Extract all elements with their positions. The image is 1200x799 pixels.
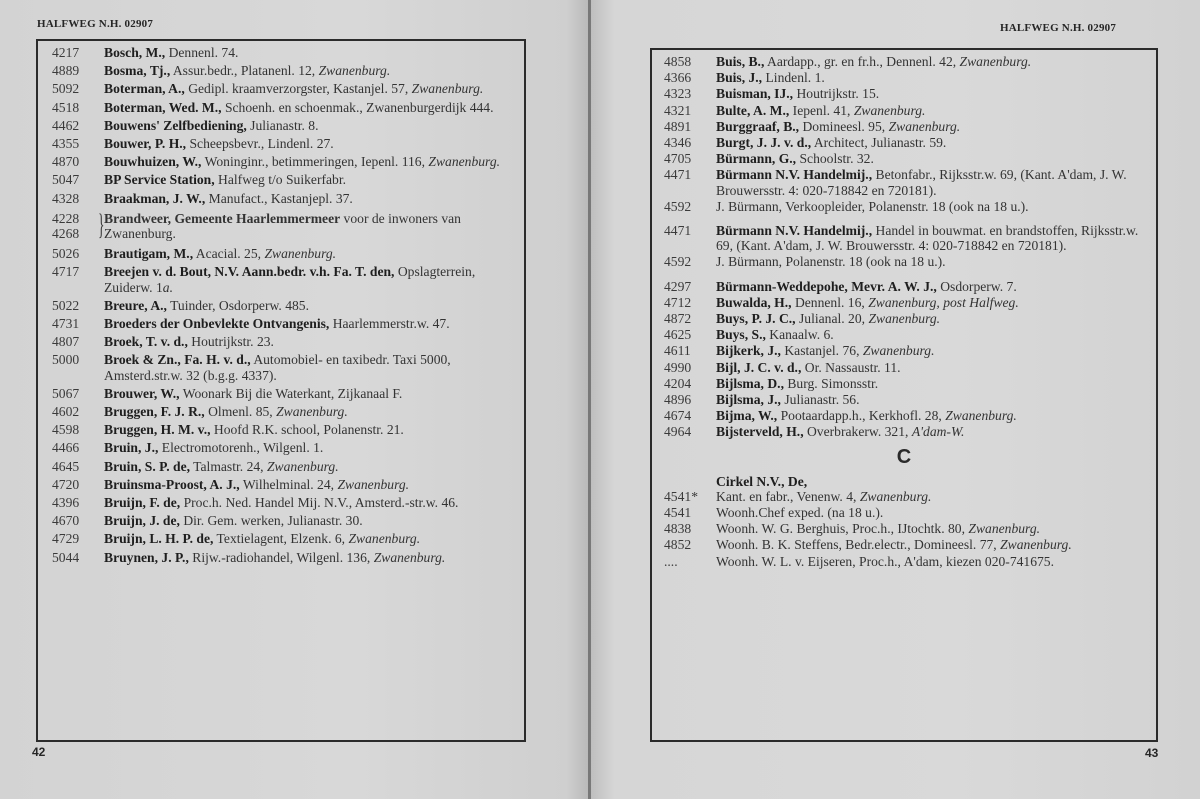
entry-details: Iepenl. 41, bbox=[789, 102, 854, 118]
list-item bbox=[664, 223, 1144, 253]
section-letter: C bbox=[896, 445, 912, 468]
entry-details: Tuinder, Osdorperw. 485. bbox=[166, 297, 310, 313]
phone-number: 4592 bbox=[664, 254, 692, 270]
entry-name: Bulte, A. M., bbox=[716, 102, 790, 118]
phone-number: 4720 bbox=[52, 476, 80, 492]
entry-details: Kanaalw. 6. bbox=[765, 327, 834, 343]
entry-name: Burgt, J. J. v. d., bbox=[716, 135, 812, 151]
entry-details: Scheepsbevr., Lindenl. 27. bbox=[186, 136, 334, 152]
entry-place: Zwanenburg. bbox=[859, 488, 932, 504]
entry-details: Gedipl. kraamverzorgster, Kastanjel. 57, bbox=[184, 81, 412, 97]
entry-details: Textielagent, Elzenk. 6, bbox=[213, 531, 349, 547]
entry-name: Buis, B., bbox=[716, 54, 765, 69]
list-item bbox=[664, 135, 1144, 150]
phone-number: 4396 bbox=[52, 495, 80, 511]
entry-name: Bosch, M., bbox=[104, 45, 166, 60]
phone-number: 4645 bbox=[52, 458, 80, 474]
entry-details: J. Bürmann, Polanenstr. 18 (ook na 18 u.). bbox=[716, 254, 946, 270]
entry-name: Bijl, J. C. v. d., bbox=[716, 359, 802, 375]
entry-name: Bruijn, J. de, bbox=[104, 513, 180, 529]
brace-entry bbox=[52, 207, 514, 242]
entry-details: Pootaardapp.h., Kerkhofl. 28, bbox=[777, 408, 946, 424]
list-item bbox=[664, 392, 1144, 407]
book-spine bbox=[588, 0, 591, 799]
entry-details: Aardapp., gr. en fr.h., Dennenl. 42, bbox=[764, 54, 960, 69]
entry-place: Zwanenburg. bbox=[862, 343, 935, 359]
entry-details: Dir. Gem. werken, Julianastr. 30. bbox=[179, 513, 363, 529]
entry-details: Electromotorenh., Wilgenl. 1. bbox=[158, 440, 324, 456]
list-item bbox=[52, 246, 514, 261]
entry-details: Opslagterrein, Zuiderw. 1 bbox=[104, 264, 476, 295]
entry-name: Brouwer, W., bbox=[104, 385, 180, 401]
phone-number: 5026 bbox=[52, 246, 80, 262]
phone-number: 4541* bbox=[664, 488, 698, 504]
entry-details: Betonfabr., Rijksstr.w. 69, (Kant. A'dam, J. W. Brouwersstr. 4: 020-718842 en 720181). bbox=[716, 167, 1127, 198]
entry-name: Bouwhuizen, W., bbox=[104, 154, 202, 170]
entry-name: BP Service Station, bbox=[104, 172, 215, 188]
phone-number: 4807 bbox=[52, 334, 80, 350]
entry-name: Bruin, J., bbox=[104, 440, 159, 456]
list-item bbox=[664, 489, 1144, 504]
list-item bbox=[52, 440, 514, 455]
phone-number: 4729 bbox=[52, 531, 80, 547]
list-item bbox=[664, 376, 1144, 391]
entry-details: Hoofd R.K. school, Polanenstr. 21. bbox=[210, 422, 404, 438]
entry-name: Broek, T. v. d., bbox=[104, 334, 188, 350]
list-item bbox=[664, 343, 1144, 358]
entry-name: Bürmann-Weddepohe, Mevr. A. W. J., bbox=[716, 278, 937, 294]
entry-name: Braakman, J. W., bbox=[104, 190, 206, 206]
phone-number: 5000 bbox=[52, 352, 80, 368]
entry-details: Julianal. 20, bbox=[795, 311, 869, 327]
entry-details: Olmenl. 85, bbox=[204, 404, 277, 420]
right-entries bbox=[664, 54, 1144, 569]
list-item bbox=[52, 459, 514, 474]
entry-place: Zwanenburg. bbox=[348, 531, 421, 547]
entry-name: Brandweer, Gemeente Haarlemmermeer bbox=[104, 210, 341, 226]
entry-place: Zwanenburg. bbox=[959, 54, 1032, 69]
list-item bbox=[664, 254, 1144, 269]
entry-name: Buisman, IJ., bbox=[716, 86, 794, 102]
phone-number: .... bbox=[664, 553, 678, 569]
entry-name: Boterman, Wed. M., bbox=[104, 99, 222, 115]
list-item bbox=[664, 311, 1144, 326]
entry-place: Zwanenburg. bbox=[411, 81, 484, 97]
list-item bbox=[52, 404, 514, 419]
entry-place: Zwanenburg. bbox=[373, 549, 446, 565]
list-item bbox=[52, 45, 514, 60]
entry-details: Julianastr. 8. bbox=[246, 117, 319, 133]
entry-place: Zwanenburg, post Halfweg. bbox=[868, 294, 1019, 310]
entry-name: Bruijn, F. de, bbox=[104, 495, 181, 511]
phone-number: 5044 bbox=[52, 549, 80, 565]
list-item bbox=[52, 191, 514, 206]
list-item bbox=[664, 360, 1144, 375]
list-item bbox=[52, 495, 514, 510]
list-item bbox=[664, 424, 1144, 439]
entry-name: Bijkerk, J., bbox=[716, 343, 781, 359]
list-item bbox=[52, 550, 514, 565]
phone-number: 4297 bbox=[664, 278, 692, 294]
entry-name: Bürmann N.V. Handelmij., bbox=[716, 223, 873, 239]
entry-details: Kant. en fabr., Venenw. 4, bbox=[716, 488, 860, 504]
phone-number: 4217 bbox=[52, 45, 80, 60]
phone-number: 4674 bbox=[664, 408, 692, 424]
list-item bbox=[664, 86, 1144, 101]
list-item bbox=[52, 118, 514, 133]
entry-place: Zwanenburg. bbox=[318, 63, 391, 79]
list-item bbox=[52, 136, 514, 151]
entry-name: Bürmann, G., bbox=[716, 151, 797, 167]
entry-place: Zwanenburg. bbox=[1000, 537, 1072, 553]
list-item bbox=[664, 167, 1144, 197]
phone-number: 4268 bbox=[52, 226, 80, 242]
right-running-head: HALFWEG N.H. 02907 bbox=[1000, 22, 1117, 34]
phone-number: 4355 bbox=[52, 136, 80, 152]
entry-name: Bijma, W., bbox=[716, 408, 778, 424]
entry-details: Kastanjel. 76, bbox=[780, 343, 863, 359]
right-list-part-4 bbox=[664, 489, 1144, 569]
entry-details: Dennenl. 74. bbox=[165, 45, 239, 60]
entry-details: Assur.bedr., Platanenl. 12, bbox=[170, 63, 319, 79]
phone-number: 4717 bbox=[52, 264, 80, 280]
phone-number: 4592 bbox=[664, 198, 692, 214]
entry-details: Woonh. W. L. v. Eijseren, Proc.h., A'dam, kiezen 020-741675. bbox=[716, 553, 1054, 569]
entry-name: Brautigam, M., bbox=[104, 246, 194, 262]
entry-name: Buys, S., bbox=[716, 327, 766, 343]
list-item bbox=[52, 386, 514, 401]
list-item bbox=[664, 505, 1144, 520]
list-item bbox=[52, 477, 514, 492]
phone-number: 4323 bbox=[664, 86, 692, 102]
entry-name: Bruggen, H. M. v., bbox=[104, 422, 211, 438]
entry-details: Schoolstr. 32. bbox=[796, 151, 874, 167]
entry-name: Bouwer, P. H., bbox=[104, 136, 187, 152]
entry-details: Manufact., Kastanjepl. 37. bbox=[205, 190, 353, 206]
left-entries bbox=[52, 45, 514, 565]
phone-number: 4466 bbox=[52, 440, 80, 456]
entry-details: Talmastr. 24, bbox=[190, 458, 267, 474]
list-item bbox=[664, 408, 1144, 423]
entry-name: Boterman, A., bbox=[104, 81, 185, 97]
right-list-part-1 bbox=[664, 54, 1144, 214]
entry-details: Dennenl. 16, bbox=[791, 294, 869, 310]
phone-number: 4346 bbox=[664, 135, 692, 151]
entry-name: Bouwens' Zelfbediening, bbox=[104, 117, 247, 133]
entry-place: Zwanenburg. bbox=[276, 404, 348, 420]
list-item bbox=[664, 295, 1144, 310]
entry-details: Woonh. B. K. Steffens, Bedr.electr., Domineesl. 77, bbox=[716, 537, 1001, 553]
list-item bbox=[52, 63, 514, 78]
entry-place: Zwanenburg. bbox=[266, 458, 339, 474]
list-item bbox=[52, 154, 514, 169]
entry-details: Julianastr. 56. bbox=[780, 392, 860, 408]
phone-number: 4625 bbox=[664, 327, 692, 343]
phone-number: 4611 bbox=[664, 343, 691, 359]
entry-details: Wilhelminal. 24, bbox=[239, 476, 338, 492]
entry-place: Zwanenburg. bbox=[968, 521, 1041, 537]
list-item bbox=[664, 537, 1144, 552]
entry-details: Halfweg t/o Suikerfabr. bbox=[214, 172, 347, 188]
entry-name: Broeders der Onbevlekte Ontvangenis, bbox=[104, 316, 330, 332]
list-item bbox=[664, 199, 1144, 214]
entry-details: Proc.h. Ned. Handel Mij. N.V., Amsterd.-str.w. 46. bbox=[180, 495, 459, 511]
entry-details: Woninginr., betimmeringen, Iepenl. 116, bbox=[201, 154, 429, 170]
entry-name: Bijsterveld, H., bbox=[716, 424, 804, 440]
phone-number: 4712 bbox=[664, 294, 692, 310]
entry-name: Buwalda, H., bbox=[716, 294, 792, 310]
entry-details: Osdorperw. 7. bbox=[936, 278, 1017, 294]
left-page-number: 42 bbox=[32, 745, 46, 759]
list-item bbox=[664, 521, 1144, 536]
list-item bbox=[52, 513, 514, 528]
left-list-part-1 bbox=[52, 45, 514, 206]
phone-number: 4204 bbox=[664, 375, 692, 391]
cirkel-heading: Cirkel N.V., De, bbox=[716, 473, 808, 489]
phone-number: 4990 bbox=[664, 359, 692, 375]
entry-details: Overbrakerw. 321, bbox=[803, 424, 912, 440]
entry-name: Buys, P. J. C., bbox=[716, 311, 796, 327]
list-item bbox=[664, 279, 1144, 294]
phone-number: 4872 bbox=[664, 311, 692, 327]
entry-name: Bruin, S. P. de, bbox=[104, 458, 190, 474]
list-item bbox=[52, 172, 514, 187]
list-item bbox=[664, 103, 1144, 118]
phone-number: 4705 bbox=[664, 151, 692, 167]
phone-number: 4602 bbox=[52, 404, 80, 420]
list-item bbox=[52, 100, 514, 115]
list-item bbox=[52, 352, 514, 382]
list-item bbox=[52, 298, 514, 313]
list-item bbox=[52, 316, 514, 331]
entry-place: Zwanenburg. bbox=[337, 476, 410, 492]
list-item bbox=[664, 151, 1144, 166]
entry-details: Houtrijkstr. 23. bbox=[187, 334, 274, 350]
entry-details: Haarlemmerstr.w. 47. bbox=[329, 316, 450, 332]
phone-number: 4964 bbox=[664, 424, 692, 440]
phone-number: 4870 bbox=[52, 154, 80, 170]
phone-number: 4366 bbox=[664, 70, 692, 86]
entry-details: Domineesl. 95, bbox=[799, 118, 889, 134]
phone-number: 4471 bbox=[664, 167, 692, 183]
entry-place: Zwanenburg. bbox=[868, 311, 941, 327]
list-item bbox=[52, 334, 514, 349]
entry-details: Acacial. 25, bbox=[193, 246, 265, 262]
entry-details: Handel in bouwmat. en brandstoffen, Rijksstr.w. 69, (Kant. A'dam, J. W. Brouwersstr. 4: 020-718842 en 720181). bbox=[716, 223, 1139, 254]
entry-details: Rijw.-radiohandel, Wilgenl. 136, bbox=[188, 549, 374, 565]
phone-number: 4852 bbox=[664, 537, 692, 553]
phone-number: 4731 bbox=[52, 316, 80, 332]
list-item bbox=[52, 531, 514, 546]
phone-number: 4896 bbox=[664, 392, 692, 408]
phone-number: 4518 bbox=[52, 99, 80, 115]
list-item bbox=[664, 70, 1144, 85]
phone-number: 4670 bbox=[52, 513, 80, 529]
left-list-part-2 bbox=[52, 246, 514, 565]
entry-details: Or. Nassaustr. 11. bbox=[801, 359, 901, 375]
list-item bbox=[664, 474, 1144, 489]
list-item bbox=[52, 81, 514, 96]
right-page-number: 43 bbox=[1145, 746, 1159, 760]
left-running-head: HALFWEG N.H. 02907 bbox=[37, 18, 154, 30]
list-item bbox=[664, 54, 1144, 69]
entry-place: Zwanenburg. bbox=[888, 118, 961, 134]
entry-details: Lindenl. 1. bbox=[762, 70, 825, 86]
entry-name: Bosma, Tj., bbox=[104, 63, 171, 79]
entry-details: Schoenh. en schoenmak., Zwanenburgerdijk 444. bbox=[221, 99, 494, 115]
entry-details: Woonh.Chef exped. (na 18 u.). bbox=[716, 505, 884, 521]
phone-number: 4889 bbox=[52, 63, 80, 79]
list-item bbox=[664, 327, 1144, 342]
phone-number: 4891 bbox=[664, 118, 692, 134]
entry-place: Zwanenburg. bbox=[945, 408, 1017, 424]
phone-number: 4598 bbox=[52, 422, 80, 438]
list-item bbox=[664, 119, 1144, 134]
phone-number: 4541 bbox=[664, 505, 692, 521]
phone-number: 5047 bbox=[52, 172, 80, 188]
entry-details: Houtrijkstr. 15. bbox=[793, 86, 880, 102]
phone-number: 4321 bbox=[664, 102, 692, 118]
entry-name: Breejen v. d. Bout, N.V. Aann.bedr. v.h. Fa. T. den, bbox=[104, 264, 395, 280]
entry-name: Bijlsma, J., bbox=[716, 392, 781, 408]
entry-details: Woonh. W. G. Berghuis, Proc.h., IJtochtk. 80, bbox=[716, 521, 969, 537]
entry-place: Zwanenburg. bbox=[264, 246, 337, 262]
entry-details: voor de inwoners van Zwanenburg. bbox=[104, 210, 461, 242]
entry-name: Bruijn, L. H. P. de, bbox=[104, 531, 214, 547]
entry-place: A'dam-W. bbox=[911, 424, 965, 440]
phone-number: 4838 bbox=[664, 521, 692, 537]
entry-details: J. Bürmann, Verkoopleider, Polanenstr. 18 (ook na 18 u.). bbox=[716, 198, 1029, 214]
entry-name: Breure, A., bbox=[104, 297, 167, 313]
phone-number: 5022 bbox=[52, 297, 80, 313]
entry-name: Buis, J., bbox=[716, 70, 763, 86]
phone-number: 4471 bbox=[664, 223, 692, 239]
entry-place: Zwanenburg. bbox=[853, 102, 926, 118]
entry-details: Woonark Bij die Waterkant, Zijkanaal F. bbox=[179, 385, 403, 401]
entry-place: a. bbox=[162, 279, 173, 295]
entry-name: Bruinsma-Proost, A. J., bbox=[104, 476, 240, 492]
entry-name: Burggraaf, B., bbox=[716, 118, 800, 134]
entry-details: Burg. Simonsstr. bbox=[783, 375, 879, 391]
list-item bbox=[52, 264, 514, 294]
phone-number: 4858 bbox=[664, 54, 692, 69]
right-list-part-2 bbox=[664, 223, 1144, 270]
list-item bbox=[664, 554, 1144, 569]
phone-number: 4228 bbox=[52, 210, 80, 226]
entry-details: Automobiel- en taxibedr. Taxi 5000, Amsterd.str.w. 32 (b.g.g. 4337). bbox=[104, 352, 451, 383]
entry-place: Zwanenburg. bbox=[428, 154, 501, 170]
entry-name: Bruynen, J. P., bbox=[104, 549, 189, 565]
list-item bbox=[52, 422, 514, 437]
phone-number: 4462 bbox=[52, 117, 80, 133]
phone-number: 4328 bbox=[52, 190, 80, 206]
phone-number: 5067 bbox=[52, 385, 80, 401]
entry-name: Broek & Zn., Fa. H. v. d., bbox=[104, 352, 251, 368]
entry-name: Bijlsma, D., bbox=[716, 375, 784, 391]
entry-name: Bürmann N.V. Handelmij., bbox=[716, 167, 873, 183]
brace-icon: } bbox=[98, 207, 105, 241]
phone-number: 5092 bbox=[52, 81, 80, 97]
entry-details: Architect, Julianastr. 59. bbox=[811, 135, 947, 151]
entry-name: Bruggen, F. J. R., bbox=[104, 404, 205, 420]
right-list-part-3 bbox=[664, 279, 1144, 440]
